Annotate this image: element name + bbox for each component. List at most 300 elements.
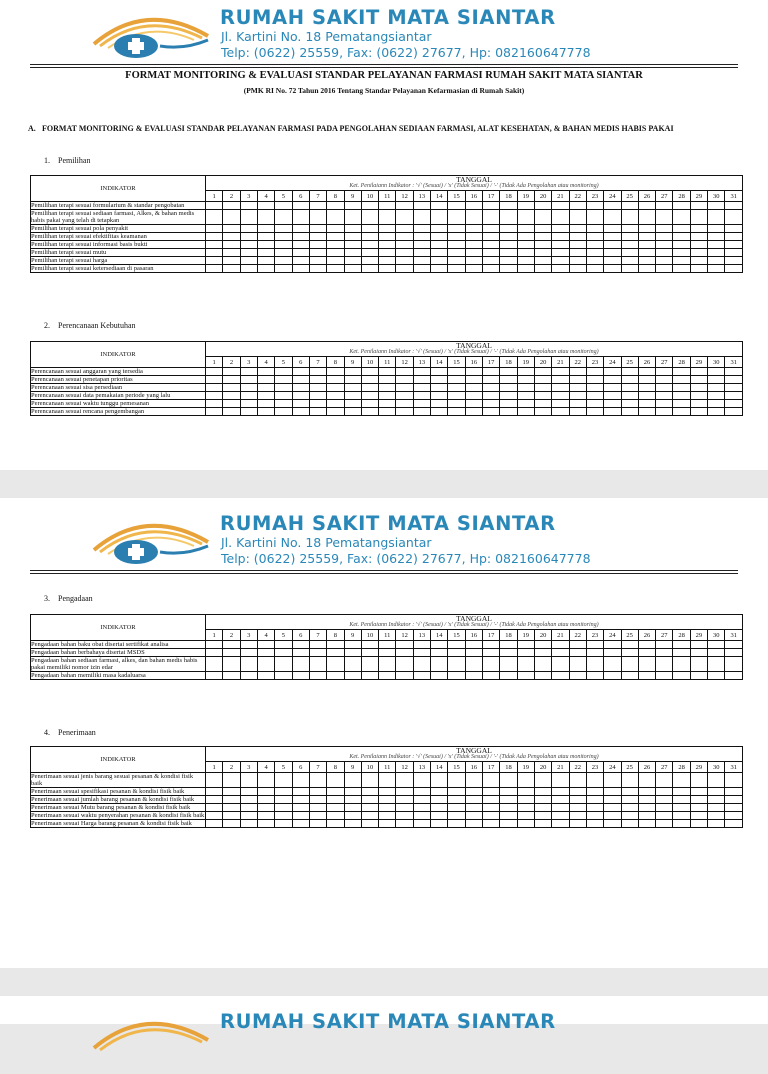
check-cell[interactable]	[586, 368, 603, 376]
check-cell[interactable]	[309, 257, 326, 265]
check-cell[interactable]	[361, 788, 378, 796]
check-cell[interactable]	[344, 376, 361, 384]
check-cell[interactable]	[638, 408, 655, 416]
check-cell[interactable]	[257, 641, 274, 649]
check-cell[interactable]	[379, 257, 396, 265]
check-cell[interactable]	[586, 657, 603, 672]
check-cell[interactable]	[361, 257, 378, 265]
check-cell[interactable]	[396, 641, 413, 649]
check-cell[interactable]	[725, 392, 743, 400]
check-cell[interactable]	[725, 773, 743, 788]
check-cell[interactable]	[517, 368, 534, 376]
check-cell[interactable]	[379, 384, 396, 392]
check-cell[interactable]	[206, 820, 223, 828]
check-cell[interactable]	[223, 202, 240, 210]
check-cell[interactable]	[240, 773, 257, 788]
check-cell[interactable]	[586, 257, 603, 265]
check-cell[interactable]	[223, 641, 240, 649]
check-cell[interactable]	[344, 257, 361, 265]
check-cell[interactable]	[327, 265, 344, 273]
check-cell[interactable]	[275, 392, 292, 400]
check-cell[interactable]	[465, 672, 482, 680]
check-cell[interactable]	[379, 408, 396, 416]
check-cell[interactable]	[309, 408, 326, 416]
check-cell[interactable]	[604, 241, 621, 249]
check-cell[interactable]	[309, 788, 326, 796]
check-cell[interactable]	[240, 257, 257, 265]
check-cell[interactable]	[379, 657, 396, 672]
check-cell[interactable]	[223, 384, 240, 392]
check-cell[interactable]	[361, 265, 378, 273]
check-cell[interactable]	[500, 202, 517, 210]
check-cell[interactable]	[708, 641, 725, 649]
check-cell[interactable]	[621, 202, 638, 210]
check-cell[interactable]	[586, 773, 603, 788]
check-cell[interactable]	[206, 257, 223, 265]
check-cell[interactable]	[638, 384, 655, 392]
check-cell[interactable]	[500, 225, 517, 233]
check-cell[interactable]	[483, 649, 500, 657]
check-cell[interactable]	[656, 649, 673, 657]
check-cell[interactable]	[465, 400, 482, 408]
check-cell[interactable]	[223, 773, 240, 788]
check-cell[interactable]	[327, 812, 344, 820]
check-cell[interactable]	[275, 812, 292, 820]
check-cell[interactable]	[483, 657, 500, 672]
check-cell[interactable]	[344, 649, 361, 657]
check-cell[interactable]	[240, 641, 257, 649]
check-cell[interactable]	[569, 233, 586, 241]
check-cell[interactable]	[361, 376, 378, 384]
check-cell[interactable]	[292, 657, 309, 672]
check-cell[interactable]	[500, 249, 517, 257]
check-cell[interactable]	[379, 241, 396, 249]
check-cell[interactable]	[413, 241, 430, 249]
check-cell[interactable]	[483, 796, 500, 804]
check-cell[interactable]	[690, 376, 707, 384]
check-cell[interactable]	[465, 641, 482, 649]
check-cell[interactable]	[708, 657, 725, 672]
check-cell[interactable]	[656, 400, 673, 408]
check-cell[interactable]	[500, 400, 517, 408]
check-cell[interactable]	[206, 265, 223, 273]
check-cell[interactable]	[292, 241, 309, 249]
check-cell[interactable]	[690, 804, 707, 812]
check-cell[interactable]	[690, 265, 707, 273]
check-cell[interactable]	[413, 788, 430, 796]
check-cell[interactable]	[275, 400, 292, 408]
check-cell[interactable]	[431, 368, 448, 376]
check-cell[interactable]	[413, 233, 430, 241]
check-cell[interactable]	[500, 773, 517, 788]
check-cell[interactable]	[431, 210, 448, 225]
check-cell[interactable]	[361, 649, 378, 657]
check-cell[interactable]	[517, 672, 534, 680]
check-cell[interactable]	[448, 400, 465, 408]
check-cell[interactable]	[690, 773, 707, 788]
check-cell[interactable]	[500, 392, 517, 400]
check-cell[interactable]	[586, 392, 603, 400]
check-cell[interactable]	[690, 257, 707, 265]
check-cell[interactable]	[725, 649, 743, 657]
check-cell[interactable]	[569, 657, 586, 672]
check-cell[interactable]	[257, 804, 274, 812]
check-cell[interactable]	[240, 672, 257, 680]
check-cell[interactable]	[690, 649, 707, 657]
check-cell[interactable]	[708, 384, 725, 392]
check-cell[interactable]	[223, 265, 240, 273]
check-cell[interactable]	[569, 804, 586, 812]
check-cell[interactable]	[604, 641, 621, 649]
check-cell[interactable]	[223, 804, 240, 812]
check-cell[interactable]	[292, 202, 309, 210]
check-cell[interactable]	[517, 210, 534, 225]
check-cell[interactable]	[517, 225, 534, 233]
check-cell[interactable]	[604, 376, 621, 384]
check-cell[interactable]	[725, 210, 743, 225]
check-cell[interactable]	[569, 257, 586, 265]
check-cell[interactable]	[344, 225, 361, 233]
check-cell[interactable]	[725, 657, 743, 672]
check-cell[interactable]	[465, 241, 482, 249]
check-cell[interactable]	[240, 657, 257, 672]
check-cell[interactable]	[344, 400, 361, 408]
check-cell[interactable]	[292, 225, 309, 233]
check-cell[interactable]	[344, 804, 361, 812]
check-cell[interactable]	[552, 649, 569, 657]
check-cell[interactable]	[725, 796, 743, 804]
check-cell[interactable]	[500, 820, 517, 828]
check-cell[interactable]	[552, 241, 569, 249]
check-cell[interactable]	[206, 202, 223, 210]
check-cell[interactable]	[586, 649, 603, 657]
check-cell[interactable]	[725, 368, 743, 376]
check-cell[interactable]	[223, 257, 240, 265]
check-cell[interactable]	[569, 392, 586, 400]
check-cell[interactable]	[465, 820, 482, 828]
check-cell[interactable]	[483, 392, 500, 400]
check-cell[interactable]	[708, 812, 725, 820]
check-cell[interactable]	[673, 384, 690, 392]
check-cell[interactable]	[431, 812, 448, 820]
check-cell[interactable]	[257, 400, 274, 408]
check-cell[interactable]	[569, 796, 586, 804]
check-cell[interactable]	[206, 233, 223, 241]
check-cell[interactable]	[361, 241, 378, 249]
check-cell[interactable]	[379, 796, 396, 804]
check-cell[interactable]	[621, 788, 638, 796]
check-cell[interactable]	[483, 202, 500, 210]
check-cell[interactable]	[413, 265, 430, 273]
check-cell[interactable]	[534, 210, 551, 225]
check-cell[interactable]	[552, 384, 569, 392]
check-cell[interactable]	[379, 249, 396, 257]
check-cell[interactable]	[396, 241, 413, 249]
check-cell[interactable]	[483, 820, 500, 828]
check-cell[interactable]	[361, 225, 378, 233]
check-cell[interactable]	[379, 225, 396, 233]
check-cell[interactable]	[586, 202, 603, 210]
check-cell[interactable]	[448, 257, 465, 265]
check-cell[interactable]	[500, 384, 517, 392]
check-cell[interactable]	[500, 657, 517, 672]
check-cell[interactable]	[292, 796, 309, 804]
check-cell[interactable]	[361, 804, 378, 812]
check-cell[interactable]	[223, 233, 240, 241]
check-cell[interactable]	[483, 241, 500, 249]
check-cell[interactable]	[500, 257, 517, 265]
check-cell[interactable]	[604, 408, 621, 416]
check-cell[interactable]	[396, 202, 413, 210]
check-cell[interactable]	[223, 812, 240, 820]
check-cell[interactable]	[257, 657, 274, 672]
check-cell[interactable]	[292, 400, 309, 408]
check-cell[interactable]	[690, 796, 707, 804]
check-cell[interactable]	[569, 672, 586, 680]
check-cell[interactable]	[240, 804, 257, 812]
check-cell[interactable]	[206, 368, 223, 376]
check-cell[interactable]	[517, 796, 534, 804]
check-cell[interactable]	[586, 408, 603, 416]
check-cell[interactable]	[309, 400, 326, 408]
check-cell[interactable]	[257, 249, 274, 257]
check-cell[interactable]	[638, 202, 655, 210]
check-cell[interactable]	[431, 641, 448, 649]
check-cell[interactable]	[379, 773, 396, 788]
check-cell[interactable]	[448, 408, 465, 416]
check-cell[interactable]	[309, 225, 326, 233]
check-cell[interactable]	[431, 408, 448, 416]
check-cell[interactable]	[534, 408, 551, 416]
check-cell[interactable]	[604, 384, 621, 392]
check-cell[interactable]	[257, 257, 274, 265]
check-cell[interactable]	[586, 400, 603, 408]
check-cell[interactable]	[604, 210, 621, 225]
check-cell[interactable]	[569, 241, 586, 249]
check-cell[interactable]	[379, 641, 396, 649]
check-cell[interactable]	[396, 249, 413, 257]
check-cell[interactable]	[379, 812, 396, 820]
check-cell[interactable]	[690, 241, 707, 249]
check-cell[interactable]	[431, 257, 448, 265]
check-cell[interactable]	[448, 225, 465, 233]
check-cell[interactable]	[240, 210, 257, 225]
check-cell[interactable]	[621, 408, 638, 416]
check-cell[interactable]	[690, 392, 707, 400]
check-cell[interactable]	[448, 773, 465, 788]
check-cell[interactable]	[656, 225, 673, 233]
check-cell[interactable]	[656, 804, 673, 812]
check-cell[interactable]	[534, 672, 551, 680]
check-cell[interactable]	[223, 376, 240, 384]
check-cell[interactable]	[690, 408, 707, 416]
check-cell[interactable]	[569, 376, 586, 384]
check-cell[interactable]	[569, 641, 586, 649]
check-cell[interactable]	[656, 233, 673, 241]
check-cell[interactable]	[413, 408, 430, 416]
check-cell[interactable]	[257, 796, 274, 804]
check-cell[interactable]	[327, 376, 344, 384]
check-cell[interactable]	[327, 408, 344, 416]
check-cell[interactable]	[327, 368, 344, 376]
check-cell[interactable]	[327, 392, 344, 400]
check-cell[interactable]	[275, 788, 292, 796]
check-cell[interactable]	[431, 400, 448, 408]
check-cell[interactable]	[725, 225, 743, 233]
check-cell[interactable]	[517, 649, 534, 657]
check-cell[interactable]	[708, 241, 725, 249]
check-cell[interactable]	[552, 368, 569, 376]
check-cell[interactable]	[240, 225, 257, 233]
check-cell[interactable]	[621, 225, 638, 233]
check-cell[interactable]	[569, 202, 586, 210]
check-cell[interactable]	[673, 804, 690, 812]
check-cell[interactable]	[223, 400, 240, 408]
check-cell[interactable]	[240, 812, 257, 820]
check-cell[interactable]	[413, 804, 430, 812]
check-cell[interactable]	[257, 788, 274, 796]
check-cell[interactable]	[292, 649, 309, 657]
check-cell[interactable]	[431, 773, 448, 788]
check-cell[interactable]	[690, 788, 707, 796]
check-cell[interactable]	[396, 376, 413, 384]
check-cell[interactable]	[517, 804, 534, 812]
check-cell[interactable]	[344, 788, 361, 796]
check-cell[interactable]	[552, 257, 569, 265]
check-cell[interactable]	[396, 672, 413, 680]
check-cell[interactable]	[448, 804, 465, 812]
check-cell[interactable]	[309, 657, 326, 672]
check-cell[interactable]	[673, 657, 690, 672]
check-cell[interactable]	[396, 408, 413, 416]
check-cell[interactable]	[656, 368, 673, 376]
check-cell[interactable]	[275, 804, 292, 812]
check-cell[interactable]	[656, 210, 673, 225]
check-cell[interactable]	[621, 241, 638, 249]
check-cell[interactable]	[534, 376, 551, 384]
check-cell[interactable]	[275, 672, 292, 680]
check-cell[interactable]	[361, 773, 378, 788]
check-cell[interactable]	[517, 257, 534, 265]
check-cell[interactable]	[673, 400, 690, 408]
check-cell[interactable]	[465, 233, 482, 241]
check-cell[interactable]	[465, 657, 482, 672]
check-cell[interactable]	[517, 376, 534, 384]
check-cell[interactable]	[552, 812, 569, 820]
check-cell[interactable]	[327, 804, 344, 812]
check-cell[interactable]	[240, 392, 257, 400]
check-cell[interactable]	[500, 368, 517, 376]
check-cell[interactable]	[552, 788, 569, 796]
check-cell[interactable]	[465, 788, 482, 796]
check-cell[interactable]	[500, 233, 517, 241]
check-cell[interactable]	[465, 649, 482, 657]
check-cell[interactable]	[534, 233, 551, 241]
check-cell[interactable]	[292, 773, 309, 788]
check-cell[interactable]	[292, 384, 309, 392]
check-cell[interactable]	[708, 820, 725, 828]
check-cell[interactable]	[257, 408, 274, 416]
check-cell[interactable]	[725, 249, 743, 257]
check-cell[interactable]	[413, 257, 430, 265]
check-cell[interactable]	[448, 384, 465, 392]
check-cell[interactable]	[431, 384, 448, 392]
check-cell[interactable]	[275, 368, 292, 376]
check-cell[interactable]	[517, 408, 534, 416]
check-cell[interactable]	[465, 392, 482, 400]
check-cell[interactable]	[656, 241, 673, 249]
check-cell[interactable]	[604, 257, 621, 265]
check-cell[interactable]	[396, 649, 413, 657]
check-cell[interactable]	[708, 788, 725, 796]
check-cell[interactable]	[638, 210, 655, 225]
check-cell[interactable]	[465, 265, 482, 273]
check-cell[interactable]	[275, 241, 292, 249]
check-cell[interactable]	[327, 788, 344, 796]
check-cell[interactable]	[240, 233, 257, 241]
check-cell[interactable]	[586, 812, 603, 820]
check-cell[interactable]	[656, 202, 673, 210]
check-cell[interactable]	[638, 257, 655, 265]
check-cell[interactable]	[396, 788, 413, 796]
check-cell[interactable]	[552, 233, 569, 241]
check-cell[interactable]	[431, 249, 448, 257]
check-cell[interactable]	[396, 392, 413, 400]
check-cell[interactable]	[656, 672, 673, 680]
check-cell[interactable]	[223, 788, 240, 796]
check-cell[interactable]	[257, 265, 274, 273]
check-cell[interactable]	[534, 400, 551, 408]
check-cell[interactable]	[690, 672, 707, 680]
check-cell[interactable]	[240, 408, 257, 416]
check-cell[interactable]	[292, 368, 309, 376]
check-cell[interactable]	[327, 400, 344, 408]
check-cell[interactable]	[292, 804, 309, 812]
check-cell[interactable]	[517, 657, 534, 672]
check-cell[interactable]	[656, 376, 673, 384]
check-cell[interactable]	[552, 820, 569, 828]
check-cell[interactable]	[275, 657, 292, 672]
check-cell[interactable]	[327, 202, 344, 210]
check-cell[interactable]	[240, 649, 257, 657]
check-cell[interactable]	[517, 812, 534, 820]
check-cell[interactable]	[361, 249, 378, 257]
check-cell[interactable]	[206, 408, 223, 416]
check-cell[interactable]	[708, 804, 725, 812]
check-cell[interactable]	[206, 225, 223, 233]
check-cell[interactable]	[413, 796, 430, 804]
check-cell[interactable]	[379, 233, 396, 241]
check-cell[interactable]	[604, 202, 621, 210]
check-cell[interactable]	[431, 649, 448, 657]
check-cell[interactable]	[361, 657, 378, 672]
check-cell[interactable]	[448, 788, 465, 796]
check-cell[interactable]	[500, 210, 517, 225]
check-cell[interactable]	[223, 249, 240, 257]
check-cell[interactable]	[327, 796, 344, 804]
check-cell[interactable]	[361, 408, 378, 416]
check-cell[interactable]	[465, 384, 482, 392]
check-cell[interactable]	[344, 368, 361, 376]
check-cell[interactable]	[638, 249, 655, 257]
check-cell[interactable]	[431, 265, 448, 273]
check-cell[interactable]	[638, 233, 655, 241]
check-cell[interactable]	[309, 804, 326, 812]
check-cell[interactable]	[361, 392, 378, 400]
check-cell[interactable]	[725, 400, 743, 408]
check-cell[interactable]	[223, 241, 240, 249]
check-cell[interactable]	[465, 812, 482, 820]
